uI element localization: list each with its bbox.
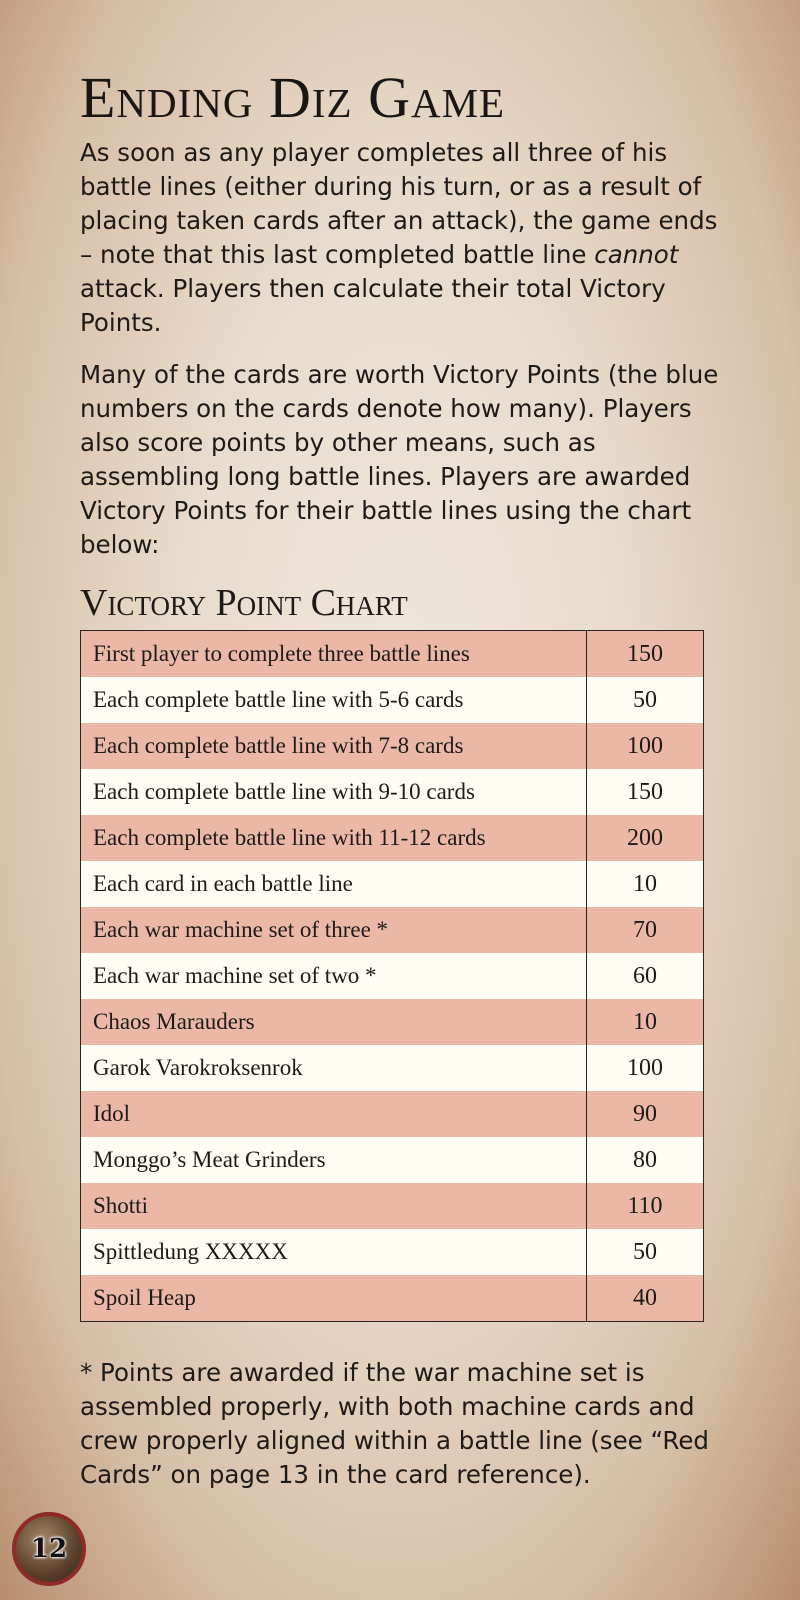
footnote: * Points are awarded if the war machine set is assembled properly, with both machine cards and crew properly aligned within a battle line (see “Red Cards” on page 13 in the card reference).	[80, 1358, 709, 1489]
table-row	[81, 1045, 704, 1091]
row-label: Each complete battle line with 5-6 cards	[81, 677, 587, 723]
row-label: Each complete battle line with 7-8 cards	[81, 723, 587, 769]
row-label: Spoil Heap	[81, 1275, 587, 1322]
row-value: 70	[587, 907, 704, 953]
row-value: 110	[587, 1183, 704, 1229]
row-label: Garok Varokroksenrok	[81, 1045, 587, 1091]
table-row	[81, 677, 704, 723]
row-value: 60	[587, 953, 704, 999]
row-value: 40	[587, 1275, 704, 1322]
row-label: Each complete battle line with 11-12 cards	[81, 815, 587, 861]
row-label: Each complete battle line with 9-10 cards	[81, 769, 587, 815]
table-row	[81, 999, 704, 1045]
row-value: 10	[587, 999, 704, 1045]
row-value: 150	[587, 769, 704, 815]
row-value: 100	[587, 723, 704, 769]
table-row	[81, 723, 704, 769]
table-row	[81, 1137, 704, 1183]
table-row	[81, 907, 704, 953]
row-value: 200	[587, 815, 704, 861]
table-row	[81, 631, 704, 678]
table-row	[81, 1275, 704, 1322]
row-label: Shotti	[81, 1183, 587, 1229]
row-value: 100	[587, 1045, 704, 1091]
row-label: Spittledung XXXXX	[81, 1229, 587, 1275]
row-label: Each war machine set of two *	[81, 953, 587, 999]
paragraph-victory-points: Many of the cards are worth Victory Points (the blue numbers on the cards denote how many). Players also score points by other means, such as assembling long battle lines. Players are awarded Victory Points for their battle lines using the chart below:	[80, 360, 719, 559]
row-label: Monggo’s Meat Grinders	[81, 1137, 587, 1183]
row-label: Each card in each battle line	[81, 861, 587, 907]
table-row	[81, 1183, 704, 1229]
page-number-badge	[12, 1512, 86, 1586]
victory-point-table	[80, 630, 704, 1322]
row-value: 90	[587, 1091, 704, 1137]
row-value: 10	[587, 861, 704, 907]
row-label: Idol	[81, 1091, 587, 1137]
page-content	[80, 60, 720, 1322]
row-value: 80	[587, 1137, 704, 1183]
row-label: Chaos Marauders	[81, 999, 587, 1045]
chart-heading: Victory Point Chart	[80, 582, 408, 624]
row-value: 150	[587, 631, 704, 678]
table-row	[81, 861, 704, 907]
table-row	[81, 769, 704, 815]
table-row	[81, 815, 704, 861]
row-value: 50	[587, 677, 704, 723]
row-label: First player to complete three battle lines	[81, 631, 587, 678]
row-value: 50	[587, 1229, 704, 1275]
table-row	[81, 953, 704, 999]
page-number: 12	[30, 1534, 68, 1564]
table-row	[81, 1229, 704, 1275]
page-title: Ending Diz Game	[80, 65, 506, 130]
row-label: Each war machine set of three *	[81, 907, 587, 953]
paragraph-ending: As soon as any player completes all three of his battle lines (either during his turn, or as a result of placing taken cards after an attack), the game ends – note that this last completed battle line cannot attack. Players then calculate their total Victory Points.	[80, 138, 718, 337]
emphasis: cannot	[594, 240, 679, 269]
table-row	[81, 1091, 704, 1137]
